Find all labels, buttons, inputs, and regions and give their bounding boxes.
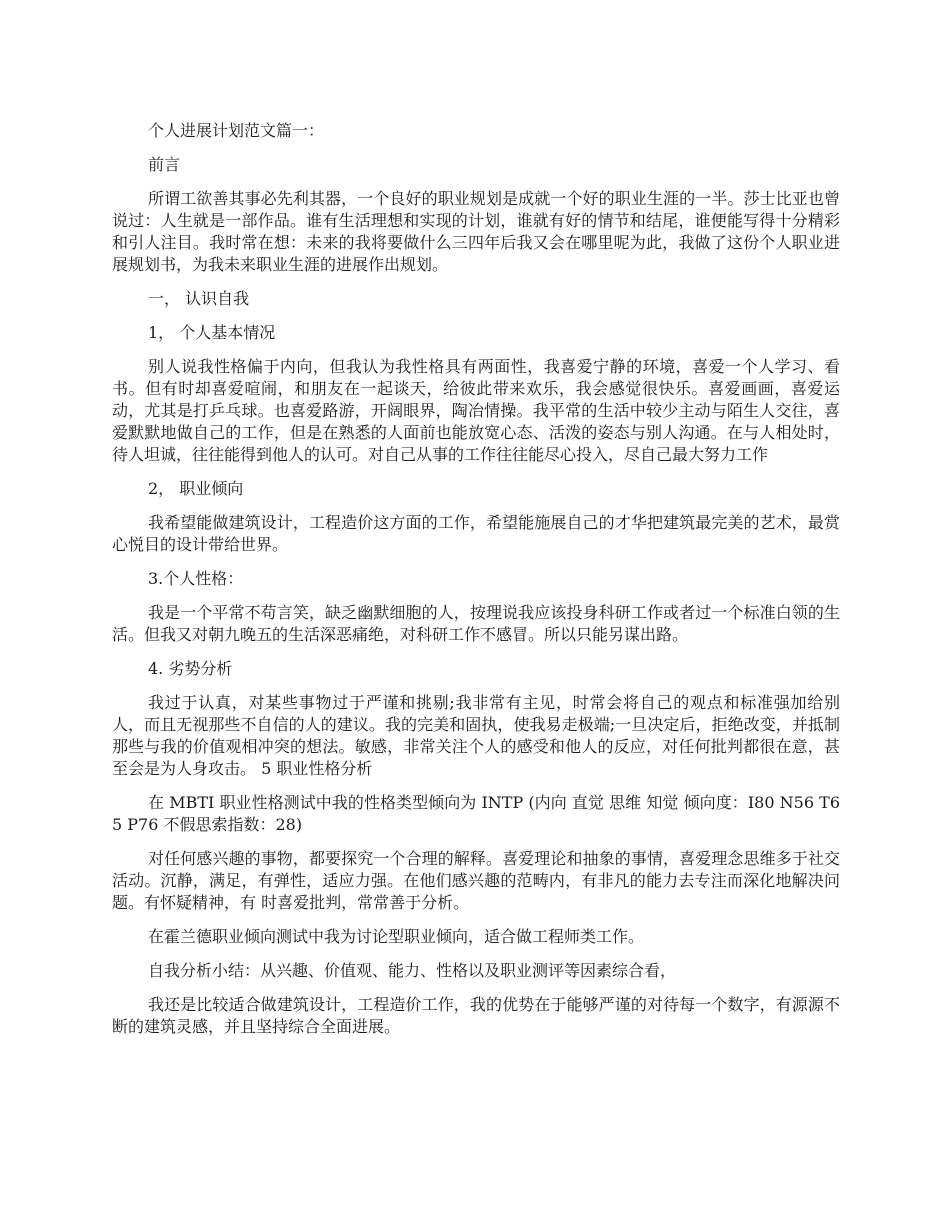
paragraph-mbti-result: 在 MBTI 职业性格测试中我的性格类型倾向为 INTP (内向 直觉 思维 知觉 倾向度：I80 N56 T65 P76 不假思索指数：28) (112, 793, 840, 834)
heading-weakness-analysis: 4. 劣势分析 (148, 659, 233, 678)
paragraph-intp-description: 对任何感兴趣的事物，都要探究一个合理的解释。喜爱理论和抽象的事情，喜爱理念思维多于社交活动。沉静，满足，有弹性，适应力强。在他们感兴趣的范畴内，有非凡的能力去专注而深化地解决问题。有怀疑精神，有 时喜爱批判，常常善于分析。 (112, 849, 840, 912)
paragraph-personality-body: 我是一个平常不苟言笑，缺乏幽默细胞的人，按理说我应该投身科研工作或者过一个标准白领的生活。但我又对朝九晚五的生活深恶痛绝，对科研工作不感冒。所以只能另谋出路。 (112, 603, 840, 644)
heading-section-self-knowledge: 一， 认识自我 (148, 289, 250, 308)
paragraph-preface-body: 所谓工欲善其事必先利其器，一个良好的职业规划是成就一个好的职业生涯的一半。莎士比亚也曾说过：人生就是一部作品。谁有生活理想和实现的计划，谁就有好的情节和结尾，谁便能写得十分精彩和引人注目。我时常在想：未来的我将要做什么三四年后我又会在哪里呢为此，我做了这份个人职业进展规划书，为我未来职业生涯的进展作出规划。 (112, 189, 840, 274)
heading-preface: 前言 (148, 155, 181, 174)
paragraph-basic-info-body: 别人说我性格偏于内向，但我认为我性格具有两面性，我喜爱宁静的环境，喜爱一个人学习、看书。但有时却喜爱喧闹，和朋友在一起谈天，给彼此带来欢乐，我会感觉很快乐。喜爱画画，喜爱运动，尤其是打乒乓球。也喜爱路游，开阔眼界，陶冶情操。我平常的生活中较少主动与陌生人交往，喜爱默默地做自己的工作，但是在熟悉的人面前也能放宽心态、活泼的姿态与别人沟通。在与人相处时，待人坦诚，往往能得到他人的认可。对自己从事的工作往往能尽心投入，尽自己最大努力工作 (112, 357, 840, 464)
heading-basic-info: 1， 个人基本情况 (148, 323, 276, 342)
paragraph-holland-result: 在霍兰德职业倾向测试中我为讨论型职业倾向，适合做工程师类工作。 (148, 927, 645, 946)
paragraph-conclusion: 我还是比较适合做建筑设计，工程造价工作，我的优势在于能够严谨的对待每一个数字，有源源不断的建筑灵感，并且坚持综合全面进展。 (112, 995, 840, 1036)
document-page (112, 120, 840, 1050)
heading-personality: 3.个人性格： (148, 569, 244, 588)
paragraph-self-analysis-summary: 自我分析小结：从兴趣、价值观、能力、性格以及职业测评等因素综合看， (148, 961, 677, 980)
paragraph-career-tendency-body: 我希望能做建筑设计，工程造价这方面的工作，希望能施展自己的才华把建筑最完美的艺术，最赏心悦目的设计带给世界。 (112, 513, 840, 554)
heading-career-tendency: 2， 职业倾向 (148, 479, 244, 498)
heading-article-title: 个人进展计划范文篇一： (148, 121, 325, 140)
paragraph-weakness-body: 我过于认真，对某些事物过于严谨和挑剔;我非常有主见，时常会将自己的观点和标准强加给别人，而且无视那些不自信的人的建议。我的完美和固执，使我易走极端;一旦决定后，拒绝改变，并抵制那些与我的价值观相冲突的想法。敏感，非常关注个人的感受和他人的反应，对任何批判都很在意，甚至会是为人身攻击。 5 职业性格分析 (112, 693, 840, 778)
